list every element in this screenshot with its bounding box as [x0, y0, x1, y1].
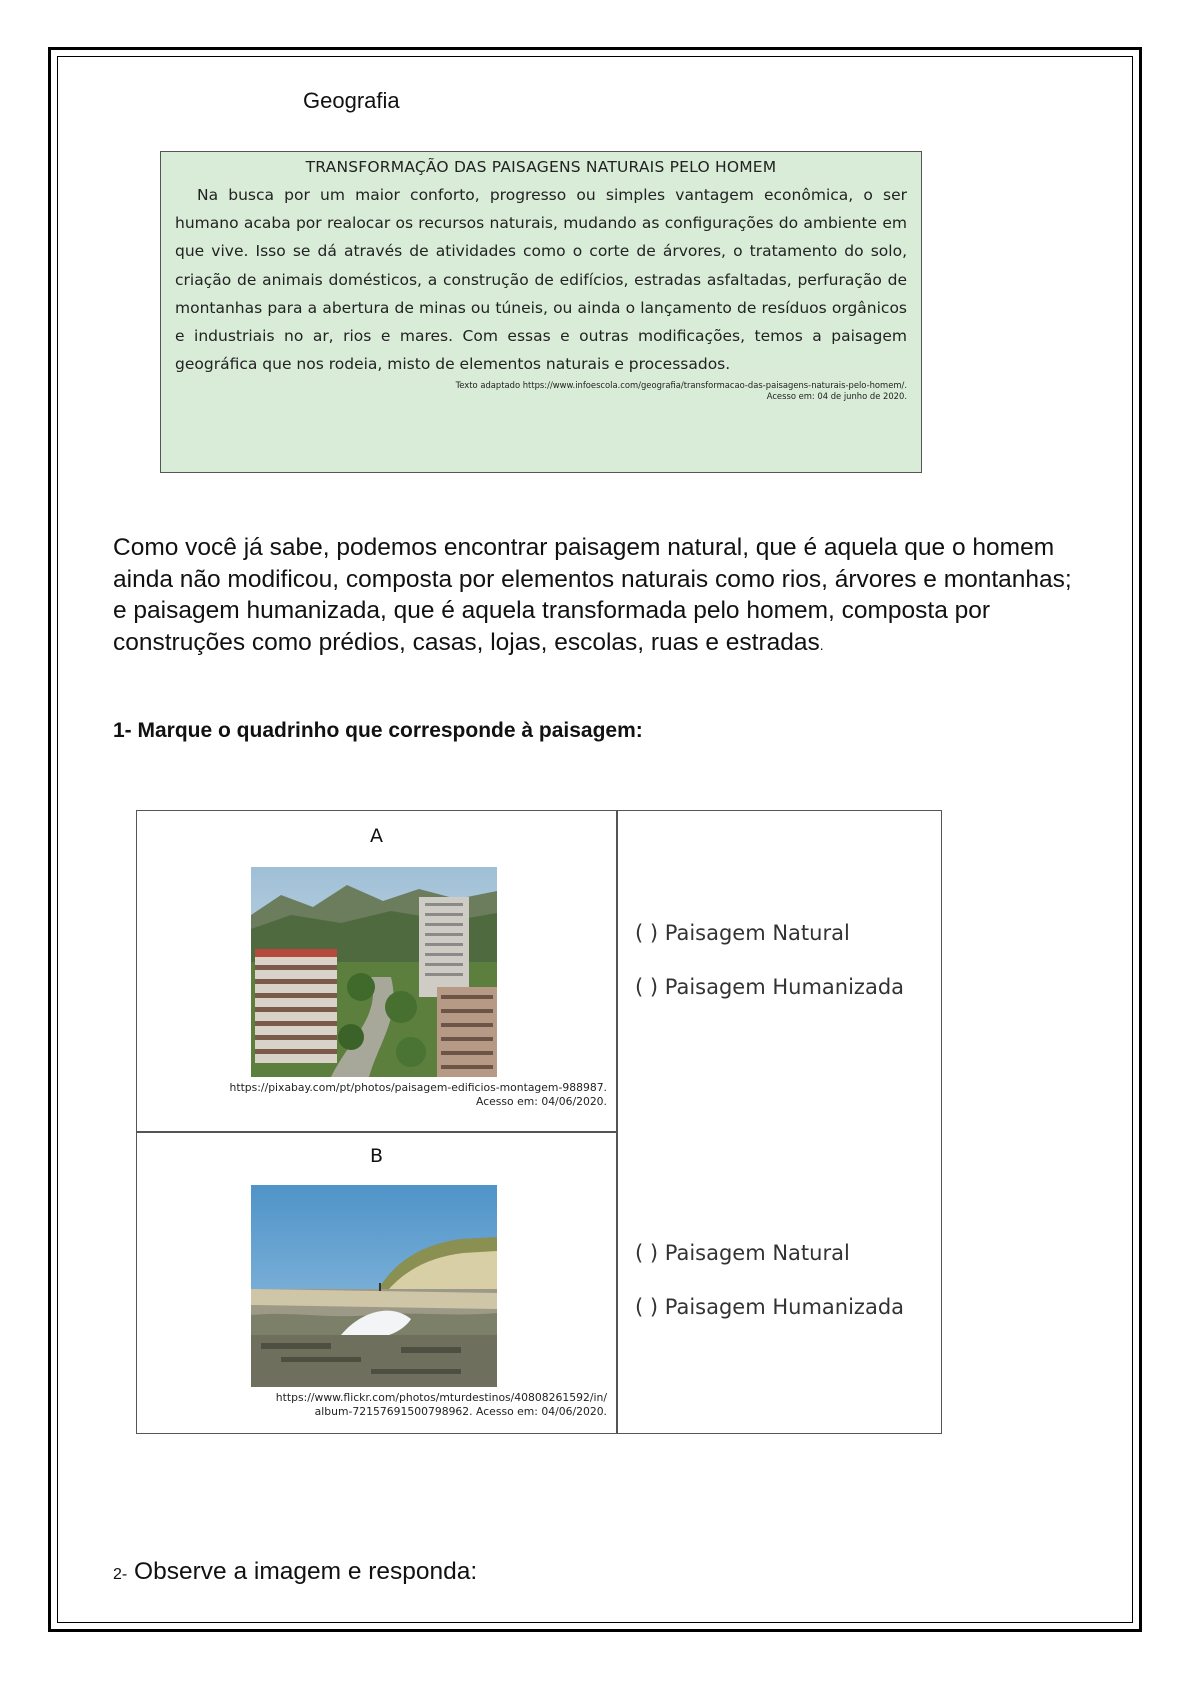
intro-text: Como você já sabe, podemos encontrar paisagem natural, que é aquela que o homem ainda não modificou, composta por elementos naturais como rios, árvores e montanhas; e paisagem humanizada, que é aquela transformada pelo homem, composta por construções como prédios, casas, lojas, escolas, ruas e estradas — [113, 534, 1072, 656]
reading-textbox — [160, 151, 922, 473]
row-b-source — [157, 1391, 607, 1419]
table-divider-vertical — [616, 811, 618, 1433]
question-2-number: 2- — [113, 1566, 128, 1583]
question-2-heading — [113, 1558, 477, 1586]
textbox-title: TRANSFORMAÇÃO DAS PAISAGENS NATURAIS PELO HOMEM — [305, 158, 777, 176]
row-a-source-line1: https://pixabay.com/pt/photos/paisagem-edificios-montagem-988987. — [229, 1081, 607, 1094]
intro-period: . — [819, 636, 824, 653]
table-divider-horizontal — [137, 1131, 616, 1133]
row-a-letter: A — [370, 825, 383, 847]
city-buildings-photo — [251, 867, 497, 1077]
textbox-body: Na busca por um maior conforto, progresso ou simples vantagem econômica, o ser humano acaba por realocar os recursos naturais, mudando as configurações do ambiente em que vive. Isso se dá através de atividades como o corte de árvores, o tratamento do solo, criação de animais domésticos, a construção de edifícios, estradas asfaltadas, perfuração de montanhas para a abertura de minas ou túneis, ou ainda o lançamento de resíduos orgânicos e industriais no ar, rios e mares. Com essas e outras modificações, temos a paisagem geográfica que nos rodeia, misto de elementos naturais e processados. — [175, 186, 907, 374]
row-a-option-humanizada[interactable]: ( ) Paisagem Humanizada — [635, 975, 905, 999]
beach-coast-photo — [251, 1185, 497, 1387]
textbox-source-line1: Texto adaptado https://www.infoescola.com/geografia/transformacao-das-paisagens-naturais-pelo-homem/. — [455, 380, 907, 391]
row-b-option-natural[interactable]: ( ) Paisagem Natural — [635, 1241, 850, 1265]
row-b-source-line1: https://www.flickr.com/photos/mturdestinos/40808261592/in/ — [275, 1391, 607, 1404]
subject-title: Geografia — [303, 88, 400, 113]
row-b-source-line2: album-72157691500798962. Acesso em: 04/06/2020. — [314, 1405, 607, 1418]
question-2-text: Observe a imagem e responda: — [127, 1558, 478, 1585]
row-a-source-line2: Acesso em: 04/06/2020. — [476, 1095, 607, 1108]
intro-paragraph — [113, 532, 1073, 661]
textbox-source — [175, 380, 907, 402]
textbox-source-line2: Acesso em: 04 de junho de 2020. — [766, 391, 907, 402]
row-a-option-natural[interactable]: ( ) Paisagem Natural — [635, 921, 850, 945]
row-b-letter: B — [370, 1145, 384, 1167]
question-1-heading: 1- Marque o quadrinho que corresponde à paisagem: — [113, 719, 643, 742]
row-a-source — [157, 1081, 607, 1109]
row-b-option-humanizada[interactable]: ( ) Paisagem Humanizada — [635, 1295, 905, 1319]
landscape-table — [136, 810, 942, 1434]
